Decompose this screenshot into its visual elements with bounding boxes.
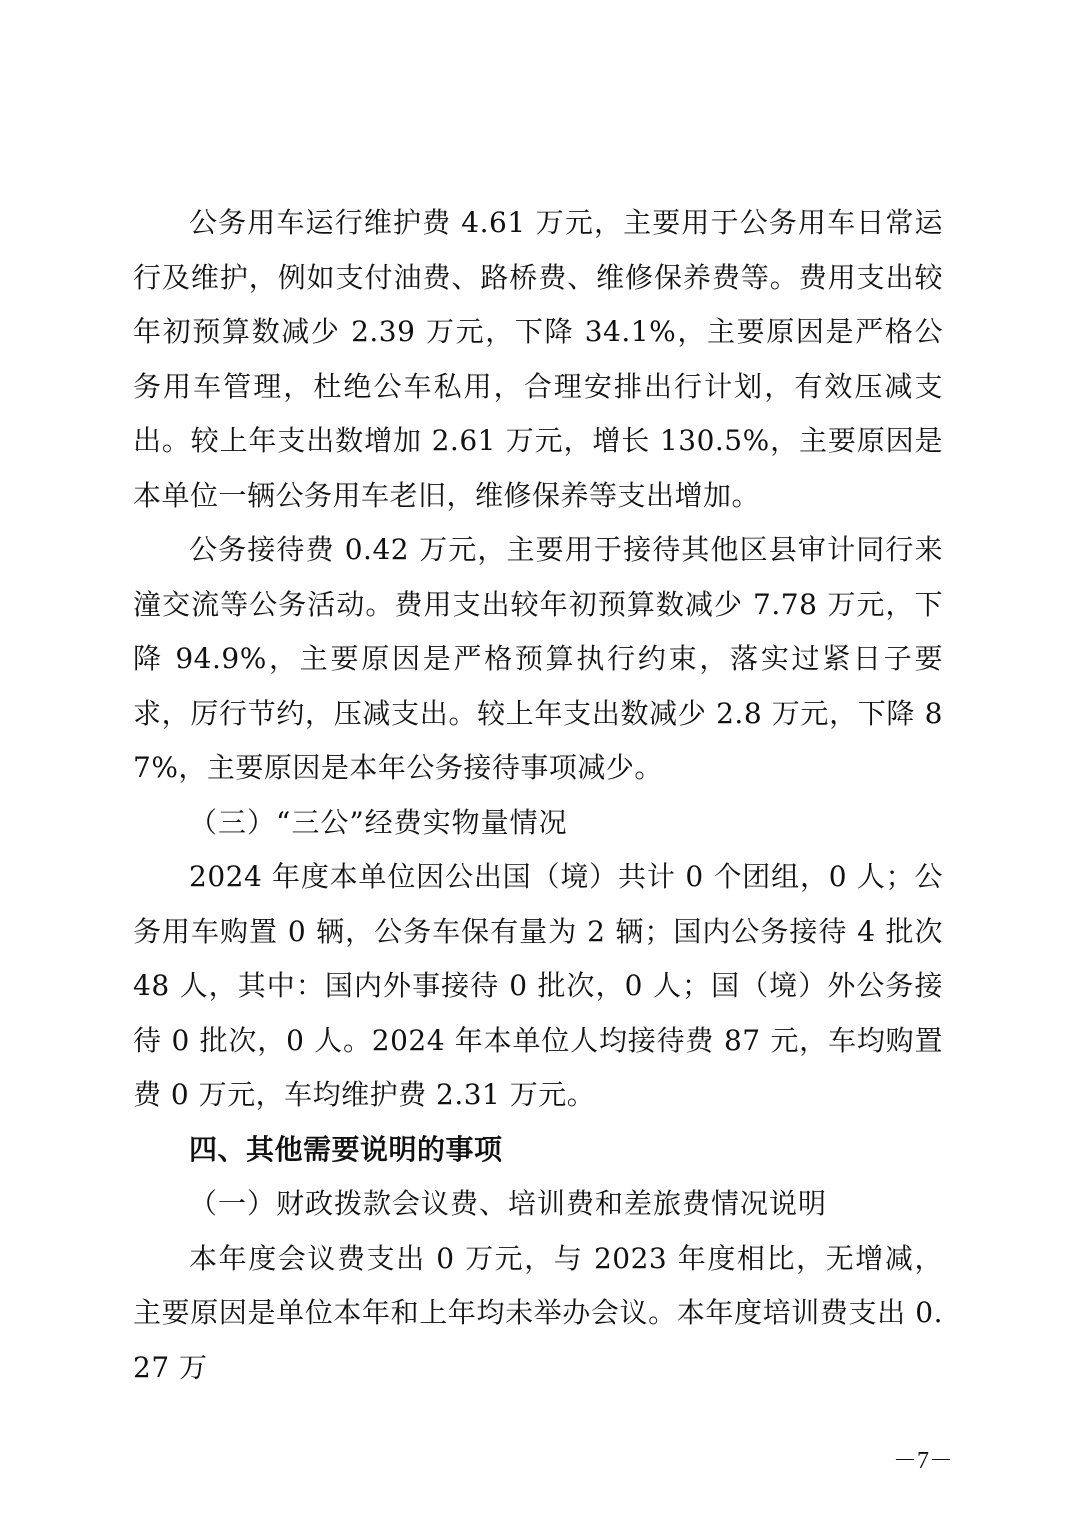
subsection-heading-meeting-training-travel: （一）财政拨款会议费、培训费和差旅费情况说明 <box>189 1187 828 1220</box>
section-heading-other-matters: 四、其他需要说明的事项 <box>189 1132 503 1166</box>
page-number: －7－ <box>893 1448 953 1474</box>
paragraph-vehicle-maintenance: 公务用车运行维护费 4.61 万元，主要用于公务用车日常运行及维护，例如支付油费、路桥费、维修保养费等。费用支出较年初预算数减少 2.39 万元，下降 34.1%，主要原因是严格公务用车管理，杜绝公车私用，合理安排出行计划，有效压减支出。较上年支出数增加 2.61 万元，增长 130.5%，主要原因是本单位一辆公务用车老旧，维修保养等支出增加。 <box>133 206 943 512</box>
section-heading-physical-quantity: （三）“三公”经费实物量情况 <box>189 805 568 839</box>
paragraph-meeting-training: 本年度会议费支出 0 万元，与 2023 年度相比，无增减，主要原因是单位本年和上年均未举办会议。本年度培训费支出 0.27 万 <box>133 1241 943 1384</box>
paragraph-physical-quantity: 2024 年度本单位因公出国（境）共计 0 个团组，0 人；公务用车购置 0 辆，公务车保有量为 2 辆；国内公务接待 4 批次 48 人，其中：国内外事接待 0 批次，0 人；国（境）外公务接待 0 批次，0 人。2024 年本单位人均接待费 87 元，车均购置费 0 万元，车均维护费 2.31 万元。 <box>133 860 943 1111</box>
paragraph-reception-expense: 公务接待费 0.42 万元，主要用于接待其他区县审计同行来潼交流等公务活动。费用支出较年初预算数减少 7.78 万元，下降 94.9%，主要原因是严格预算执行约束，落实过紧日子要求，厉行节约，压减支出。较上年支出数减少 2.8 万元，下降 87%，主要原因是本年公务接待事项减少。 <box>133 533 943 784</box>
page-body <box>133 196 943 1395</box>
